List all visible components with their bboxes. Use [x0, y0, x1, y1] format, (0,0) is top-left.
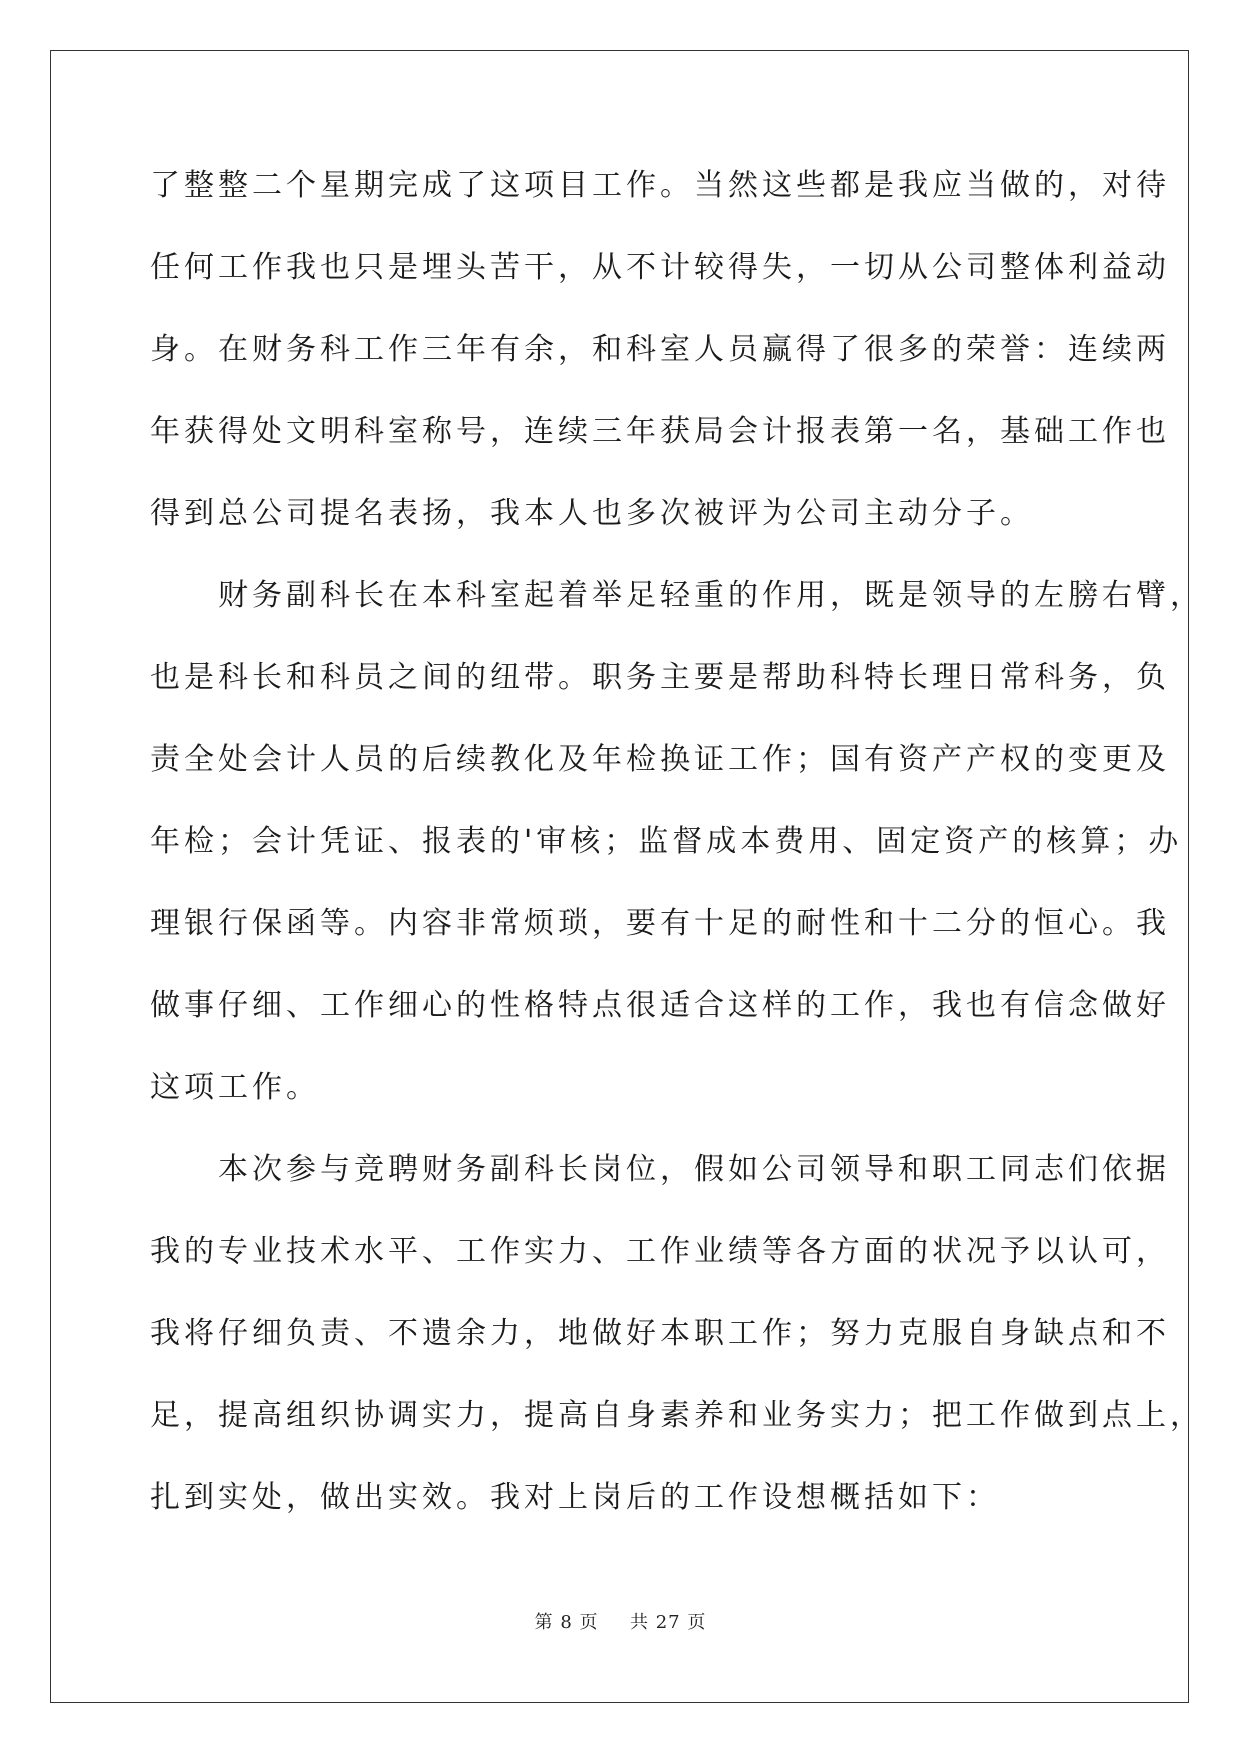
text-line: 财务副科长在本科室起着举足轻重的作用，既是领导的左膀右臂，	[218, 578, 1204, 613]
text-line: 身。在财务科工作三年有余，和科室人员赢得了很多的荣誉：连续两	[150, 332, 1170, 367]
paragraph-3	[150, 1146, 1204, 1556]
total-pages: 共 27 页	[630, 1612, 707, 1633]
page-footer	[0, 1608, 1241, 1634]
text-line: 理银行保函等。内容非常烦琐，要有十足的耐性和十二分的恒心。我	[150, 906, 1170, 941]
text-line: 得到总公司提名表扬，我本人也多次被评为公司主动分子。	[150, 496, 1034, 531]
text-line: 扎到实处，做出实效。我对上岗后的工作设想概括如下：	[150, 1480, 1000, 1515]
text-line: 年获得处文明科室称号，连续三年获局会计报表第一名，基础工作也	[150, 414, 1170, 449]
text-line: 这项工作。	[150, 1070, 320, 1105]
text-line: 我的专业技术水平、工作实力、工作业绩等各方面的状况予以认可，	[150, 1234, 1170, 1269]
paragraph-1	[150, 162, 1170, 572]
text-line: 年检；会计凭证、报表的'审核；监督成本费用、固定资产的核算；办	[150, 824, 1183, 859]
text-line: 也是科长和科员之间的纽带。职务主要是帮助科特长理日常科务，负	[150, 660, 1170, 695]
text-line: 了整整二个星期完成了这项目工作。当然这些都是我应当做的，对待	[150, 168, 1170, 203]
text-line: 本次参与竞聘财务副科长岗位，假如公司领导和职工同志们依据	[218, 1152, 1170, 1187]
text-line: 足，提高组织协调实力，提高自身素养和业务实力；把工作做到点上，	[150, 1398, 1204, 1433]
text-line: 做事仔细、工作细心的性格特点很适合这样的工作，我也有信念做好	[150, 988, 1170, 1023]
text-line: 任何工作我也只是埋头苦干，从不计较得失，一切从公司整体利益动	[150, 250, 1170, 285]
document-body	[150, 162, 1204, 1556]
text-line: 责全处会计人员的后续教化及年检换证工作；国有资产产权的变更及	[150, 742, 1170, 777]
current-page-number: 第 8 页	[534, 1612, 599, 1633]
paragraph-2	[150, 572, 1204, 1146]
text-line: 我将仔细负责、不遗余力，地做好本职工作；努力克服自身缺点和不	[150, 1316, 1170, 1351]
